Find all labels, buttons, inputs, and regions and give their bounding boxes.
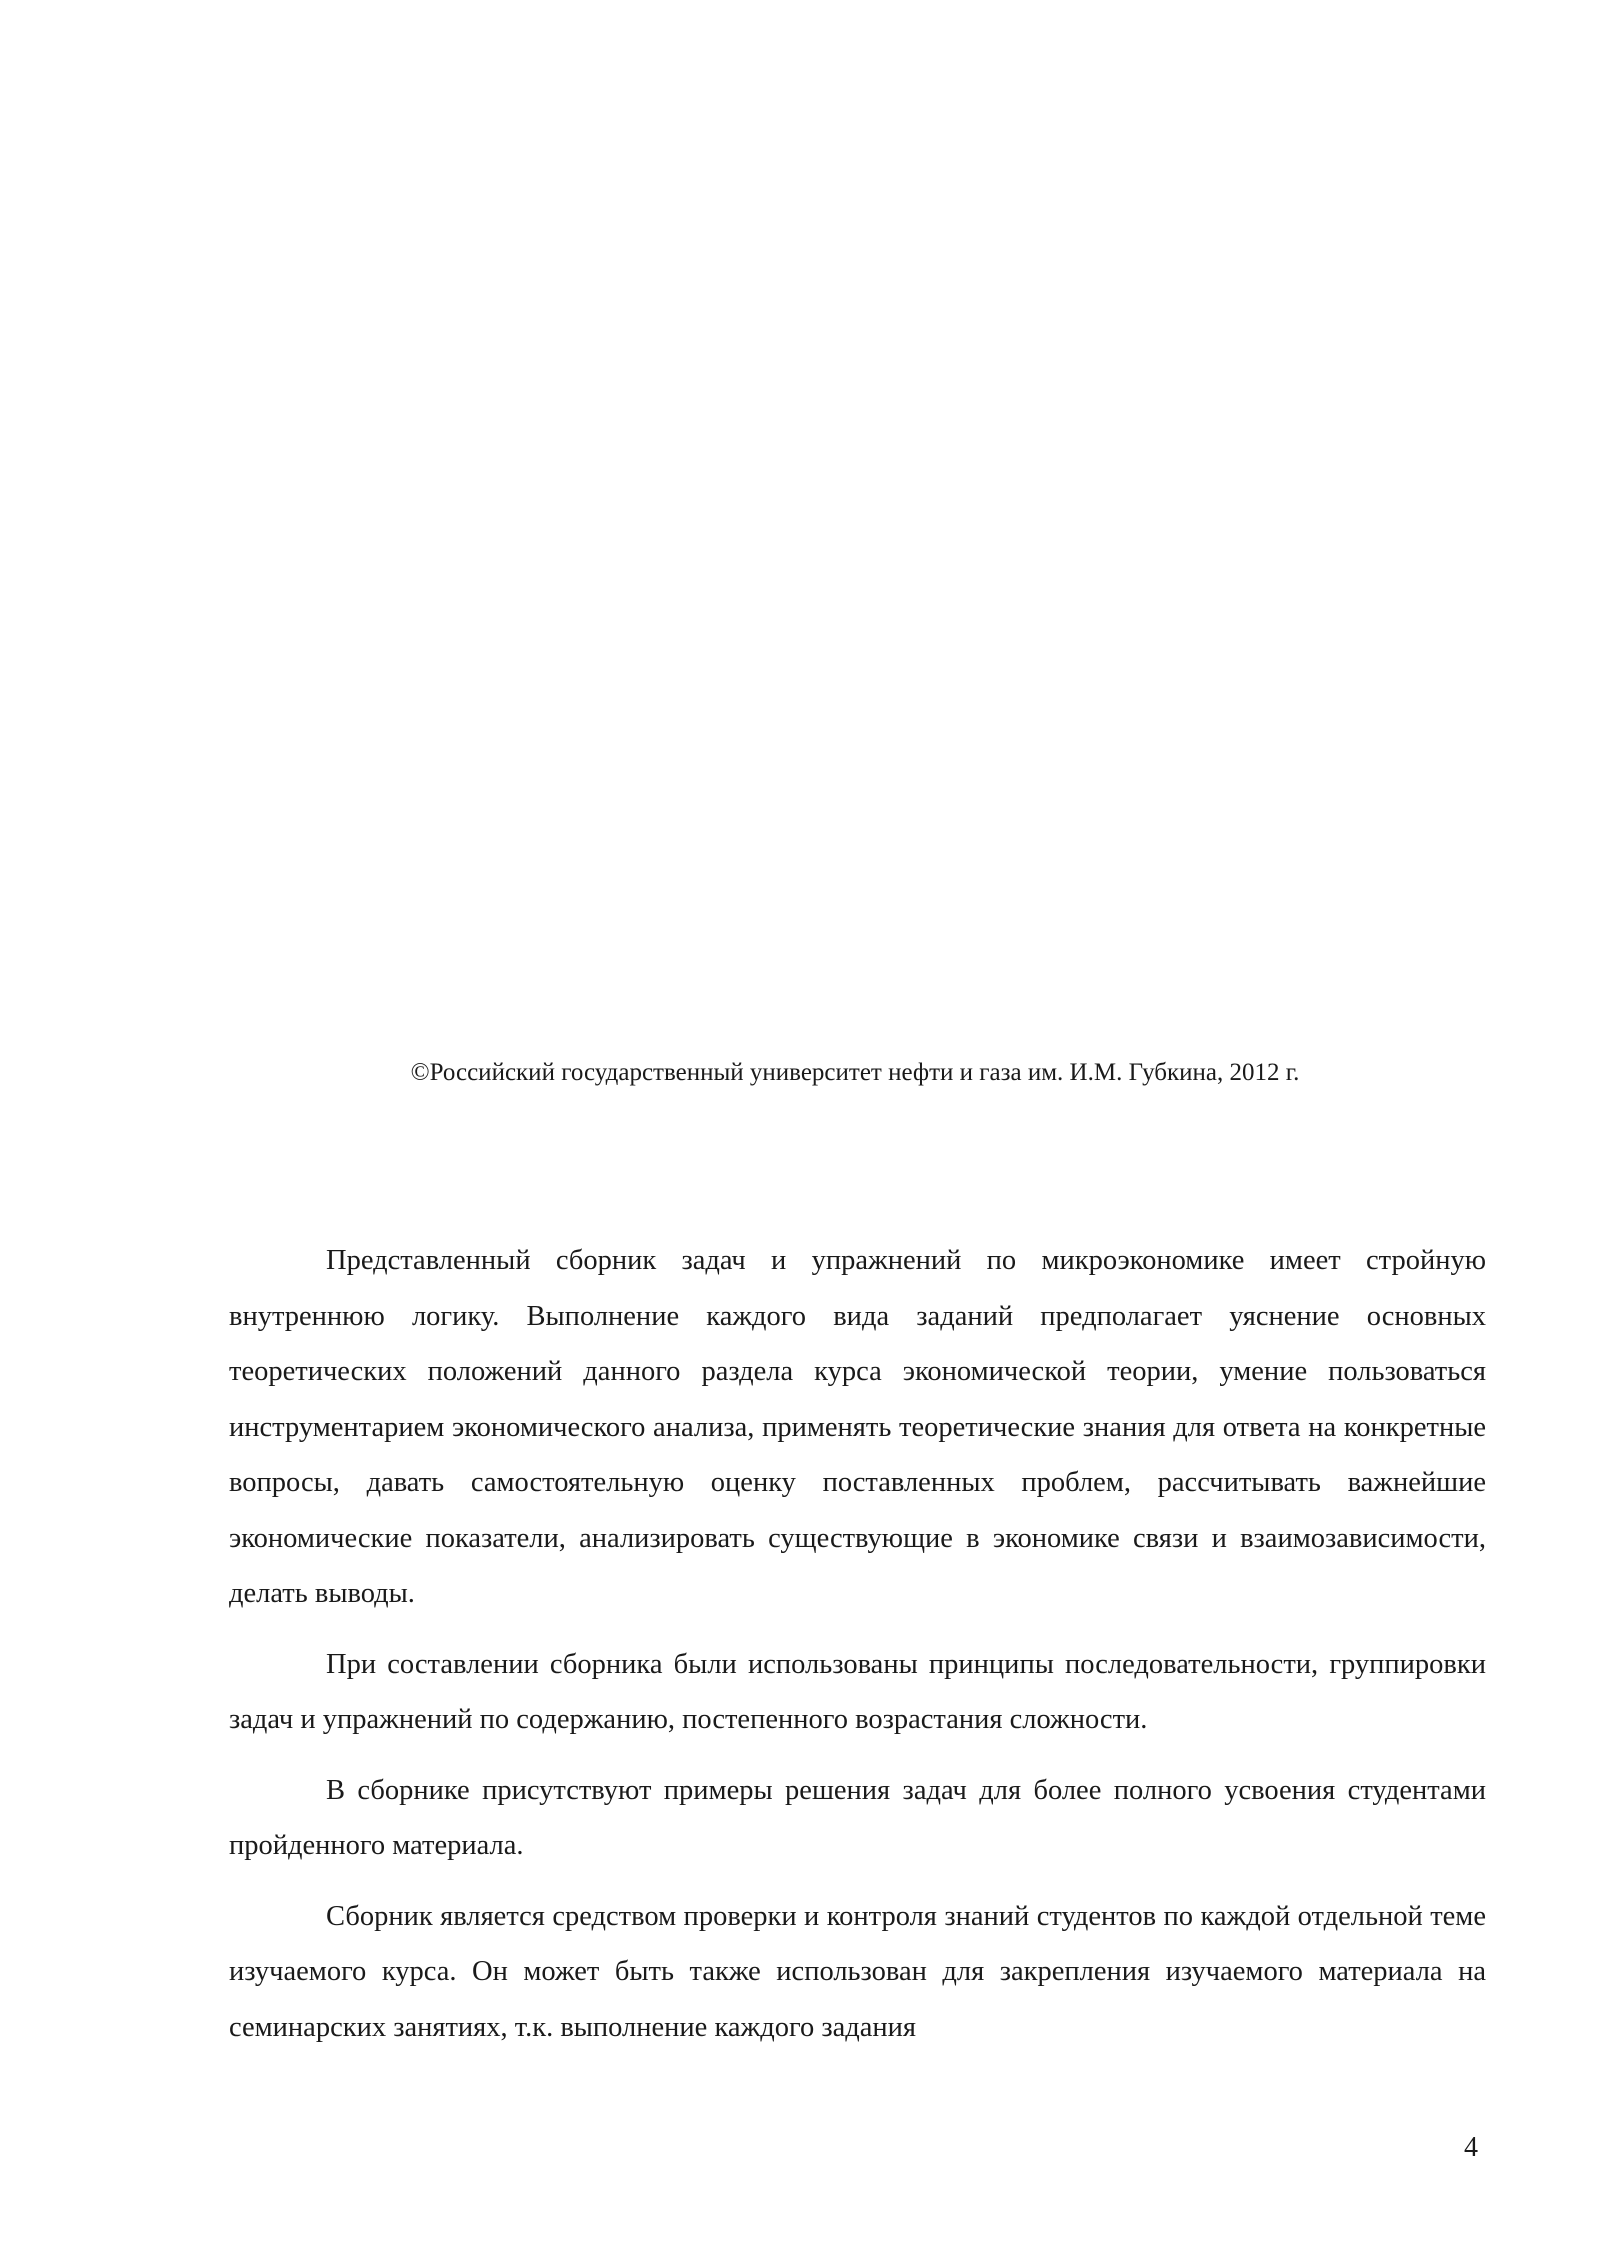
paragraph: При составлении сборника были использованы принципы последовательности, группировки задач и упражнений по содержанию, постепенного возрастания сложности. — [229, 1648, 1486, 1735]
body-text — [229, 1233, 1486, 2070]
paragraph: Сборник является средством проверки и контроля знаний студентов по каждой отдельной теме изучаемого курса. Он может быть также использован для закрепления изучаемого материала на семинарских занятиях, т.к. выполнение каждого задания — [229, 1900, 1486, 2043]
page-number: 4 — [1464, 2132, 1478, 2163]
copyright-notice: ©Российский государственный университет нефти и газа им. И.М. Губкина, 2012 г. — [410, 1059, 1300, 1086]
paragraph: Представленный сборник задач и упражнений по микроэкономике имеет стройную внутреннюю логику. Выполнение каждого вида заданий предполагает уяснение основных теоретических положений данного раздела курса экономической теории, умение пользоваться инструментарием экономического анализа, применять теоретические знания для ответа на конкретные вопросы, давать самостоятельную оценку поставленных проблем, рассчитывать важнейшие экономические показатели, анализировать существующие в экономике связи и взаимозависимости, делать выводы. — [229, 1245, 1486, 1609]
paragraph: В сборнике присутствуют примеры решения задач для более полного усвоения студентами пройденного материала. — [229, 1774, 1486, 1861]
